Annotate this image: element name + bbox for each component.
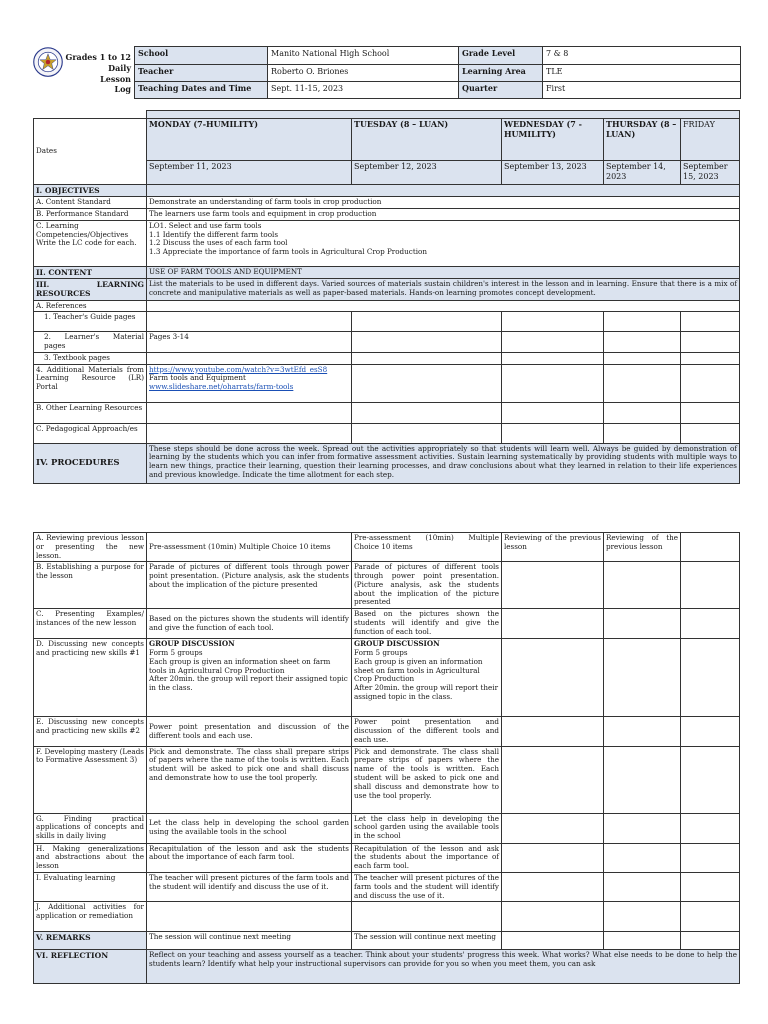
header-info-table: [134, 46, 741, 99]
thursday-header: THURSDAY (8 – LUAN): [604, 119, 681, 161]
wednesday-header: WEDNESDAY (7 - HUMILITY): [502, 119, 604, 161]
learning-area-label: Learning Area: [459, 65, 543, 82]
wednesday-date: September 13, 2023: [502, 161, 604, 185]
learning-resources-heading: III. LEARNING RESOURCES: [34, 279, 147, 301]
step-e-monday: Power point presentation and discussion of the different tools and each use.: [147, 717, 352, 746]
teachers-guide-label: 1. Teacher's Guide pages: [34, 312, 147, 332]
step-d-label: D. Discussing new concepts and practicing new skills #1: [34, 639, 147, 717]
friday-date: September 15, 2023: [681, 161, 740, 185]
performance-standard-label: B. Performance Standard: [34, 209, 147, 221]
procedures-description: These steps should be done across the week. Spread out the activities appropriately so that students will learn well. Always be guided by demonstration of learning by the students which you can infer from formative assessment activities. Sustain learning systematically by providing students with multiple ways to learn new things, practice their learning, question their learning processes, and draw conclusions about what they learned in relation to their life experiences and previous knowledge. Indicate the time allotment for each step.: [147, 443, 740, 483]
step-e-tuesday: Power point presentation and discussion of the different tools and each use.: [352, 717, 502, 746]
step-b-label: B. Establishing a purpose for the lesson: [34, 562, 147, 609]
step-i-label: I. Evaluating learning: [34, 873, 147, 902]
textbook-label: 3. Textbook pages: [34, 352, 147, 364]
procedures-heading: IV. PROCEDURES: [34, 443, 147, 483]
step-i-tuesday: The teacher will present pictures of the farm tools and the student will identify and discuss the use of it.: [352, 873, 502, 902]
content-standard-label: A. Content Standard: [34, 197, 147, 209]
competencies-label: C. Learning Competencies/Objectives Write the LC code for each.: [34, 220, 147, 266]
step-h-monday: Recapitulation of the lesson and ask the students about the importance of each farm tool.: [147, 843, 352, 872]
school-value: Manito National High School: [268, 47, 459, 65]
learning-resources-description: List the materials to be used in different days. Varied sources of materials sustain children's interest in the lesson and in learning. Ensure that there is a mix of concrete and manipulative materials as well as paper-based materials. Hands-on learning promotes concept development.: [147, 279, 740, 301]
learning-area-value: TLE: [543, 65, 741, 82]
monday-header: MONDAY (7-HUMILITY): [147, 119, 352, 161]
step-h-tuesday: Recapitulation of the lesson and ask the students about the importance of each farm tool.: [352, 843, 502, 872]
lesson-log-table: [33, 118, 740, 484]
teacher-label: Teacher: [135, 65, 268, 82]
step-c-label: C. Presenting Examples/ instances of the new lesson: [34, 609, 147, 639]
performance-standard-value: The learners use farm tools and equipment in crop production: [147, 209, 740, 221]
step-a-tuesday: Pre-assessment (10min) Multiple Choice 10 items: [352, 533, 502, 562]
step-a-monday: Pre-assessment (10min) Multiple Choice 10 items: [147, 533, 352, 562]
objectives-heading: I. OBJECTIVES: [34, 185, 147, 197]
step-b-monday: Parade of pictures of different tools through power point presentation. (Picture analysis, ask the students about the implication of the picture presented: [147, 562, 352, 609]
reflection-heading: VI. REFLECTION: [34, 950, 147, 984]
friday-header: FRIDAY: [681, 119, 740, 161]
monday-date: September 11, 2023: [147, 161, 352, 185]
step-i-monday: The teacher will present pictures of the farm tools and the student will identify and discuss the use of it.: [147, 873, 352, 902]
document-title: Grades 1 to 12 Daily Lesson Log: [65, 52, 131, 95]
teacher-value: Roberto O. Briones: [268, 65, 459, 82]
quarter-value: First: [543, 82, 741, 99]
thursday-date: September 14, 2023: [604, 161, 681, 185]
pedagogical-approach-label: C. Pedagogical Approach/es: [34, 423, 147, 443]
grade-level-value: 7 & 8: [543, 47, 741, 65]
youtube-link[interactable]: https://www.youtube.com/watch?v=3wtEfd_esS8: [149, 364, 328, 374]
step-d-tuesday: GROUP DISCUSSION Form 5 groups Each group is given an information sheet on farm tools in Agricultural Crop Production After 20min. the group will report their assigned topic in the class.: [352, 639, 502, 717]
remarks-heading: V. REMARKS: [34, 932, 147, 950]
deped-seal-icon: [33, 47, 63, 77]
step-a-thursday: Reviewing of the previous lesson: [604, 533, 681, 562]
step-b-tuesday: Parade of pictures of different tools through power point presentation. (Picture analysis, ask the students about the implication of the picture presented: [352, 562, 502, 609]
content-standard-value: Demonstrate an understanding of farm tools in crop production: [147, 197, 740, 209]
procedures-table: [33, 532, 740, 984]
learners-material-label: 2. Learner's Material pages: [34, 332, 147, 353]
learners-material-value: Pages 3-14: [147, 332, 352, 353]
remarks-tuesday: The session will continue next meeting: [352, 932, 502, 950]
step-j-label: J. Additional activities for application or remediation: [34, 902, 147, 932]
step-a-wednesday: Reviewing of the previous lesson: [502, 533, 604, 562]
school-label: School: [135, 47, 268, 65]
step-c-tuesday: Based on the pictures shown the students will identify and give the function of each tool.: [352, 609, 502, 639]
step-c-monday: Based on the pictures shown the students will identify and give the function of each tool.: [147, 609, 352, 639]
slideshare-link[interactable]: www.slideshare.net/oharrats/farm-tools: [149, 382, 294, 392]
step-e-label: E. Discussing new concepts and practicing new skills #2: [34, 717, 147, 746]
step-g-label: G. Finding practical applications of concepts and skills in daily living: [34, 813, 147, 843]
teaching-dates-value: Sept. 11-15, 2023: [268, 82, 459, 99]
remarks-monday: The session will continue next meeting: [147, 932, 352, 950]
step-g-tuesday: Let the class help in developing the school garden using the available tools in the school: [352, 813, 502, 843]
content-value: USE OF FARM TOOLS AND EQUIPMENT: [147, 266, 740, 278]
step-d-monday: GROUP DISCUSSION Form 5 groups Each group is given an information sheet on farm tools in Agricultural Crop Production After 20min. the group will report their assigned topic in the class.: [147, 639, 352, 717]
tuesday-header: TUESDAY (8 – LUAN): [352, 119, 502, 161]
teaching-dates-label: Teaching Dates and Time: [135, 82, 268, 99]
other-resources-label: B. Other Learning Resources: [34, 402, 147, 423]
quarter-label: Quarter: [459, 82, 543, 99]
references-label: A. References: [34, 300, 147, 312]
additional-materials-label: 4. Additional Materials from Learning Resource (LR) Portal: [34, 364, 147, 402]
tuesday-date: September 12, 2023: [352, 161, 502, 185]
reflection-text: Reflect on your teaching and assess yourself as a teacher. Think about your students' progress this week. What works? What else needs to be done to help the students learn? Identify what help your instructional supervisors can provide for you so when you meet them, you can ask: [147, 950, 740, 984]
step-g-monday: Let the class help in developing the school garden using the available tools in the school: [147, 813, 352, 843]
additional-materials-value: https://www.youtube.com/watch?v=3wtEfd_esS8 Farm tools and Equipment www.slideshare.net/oharrats/farm-tools: [147, 364, 352, 402]
step-f-monday: Pick and demonstrate. The class shall prepare strips of papers where the name of the tools is written. Each student will be asked to pick one and shall discuss and demonstrate how to use the tool properly.: [147, 746, 352, 813]
dates-label: Dates: [34, 119, 147, 185]
step-f-label: F. Developing mastery (Leads to Formative Assessment 3): [34, 746, 147, 813]
step-f-tuesday: Pick and demonstrate. The class shall prepare strips of papers where the name of the tools is written. Each student will be asked to pick one and shall discuss and demonstrate how to use the tool properly.: [352, 746, 502, 813]
step-a-label: A. Reviewing previous lesson or presenting the new lesson.: [34, 533, 147, 562]
competencies-value: LO1. Select and use farm tools 1.1 Identify the different farm tools 1.2 Discuss the uses of each farm tool 1.3 Appreciate the importance of farm tools in Agricultural Crop Production: [147, 220, 740, 266]
grade-level-label: Grade Level: [459, 47, 543, 65]
step-h-label: H. Making generalizations and abstractions about the lesson: [34, 843, 147, 872]
content-heading: II. CONTENT: [34, 266, 147, 278]
